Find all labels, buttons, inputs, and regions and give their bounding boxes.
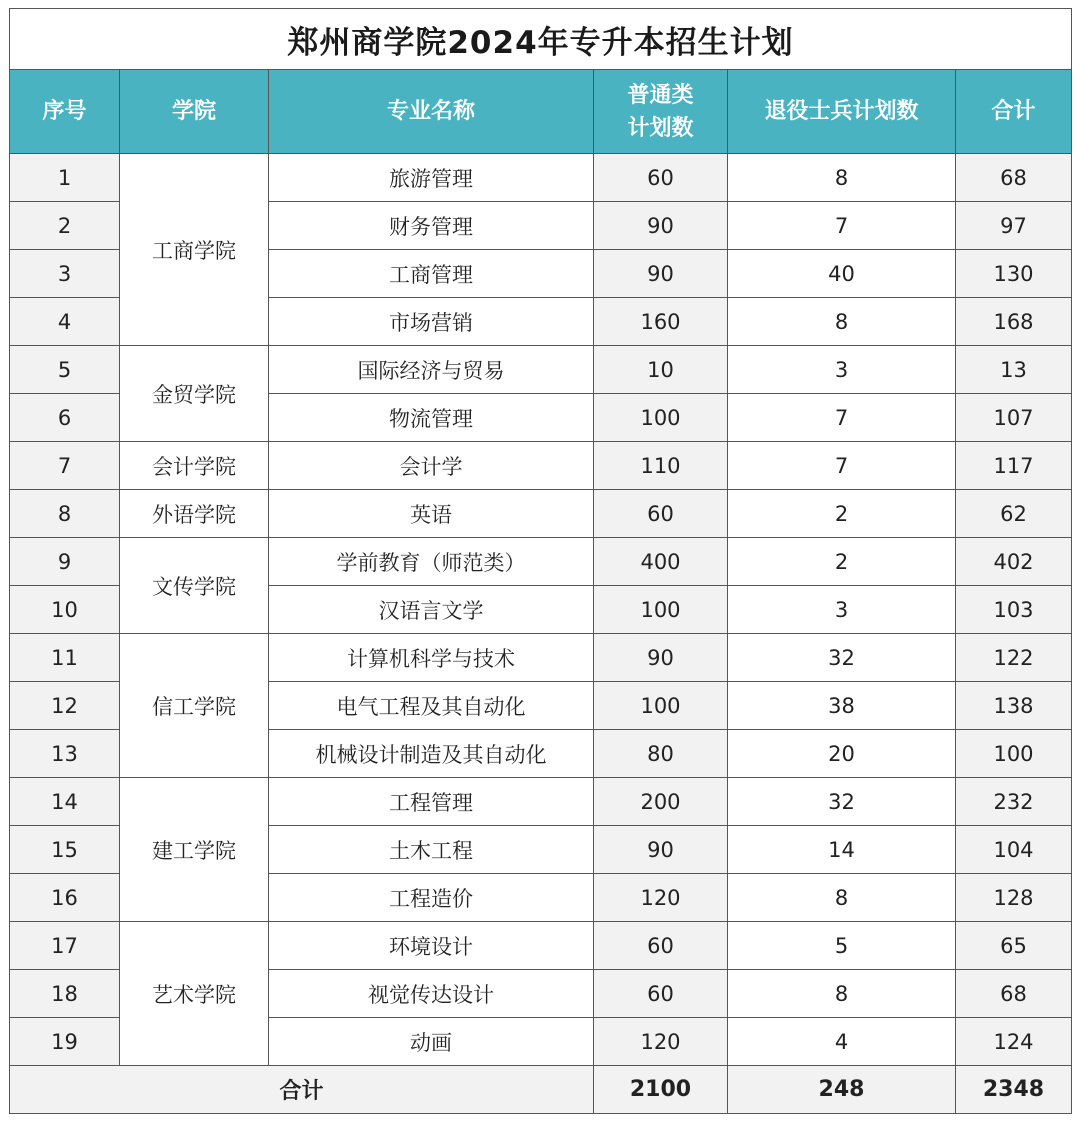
cell-major: 会计学	[269, 442, 594, 490]
cell-seq: 6	[10, 394, 120, 442]
cell-veteran: 32	[728, 634, 956, 682]
cell-veteran: 7	[728, 442, 956, 490]
cell-veteran: 40	[728, 250, 956, 298]
cell-seq: 2	[10, 202, 120, 250]
cell-veteran: 5	[728, 922, 956, 970]
table-body	[10, 154, 1072, 1066]
cell-veteran: 4	[728, 1018, 956, 1066]
cell-veteran: 3	[728, 586, 956, 634]
summary-row	[10, 1066, 1072, 1114]
cell-major: 学前教育（师范类）	[269, 538, 594, 586]
cell-veteran: 20	[728, 730, 956, 778]
cell-seq: 18	[10, 970, 120, 1018]
cell-seq: 17	[10, 922, 120, 970]
cell-regular: 90	[594, 202, 728, 250]
cell-major: 财务管理	[269, 202, 594, 250]
cell-seq: 3	[10, 250, 120, 298]
cell-college: 金贸学院	[120, 346, 269, 442]
table-row	[10, 634, 1072, 682]
cell-veteran: 14	[728, 826, 956, 874]
cell-regular: 90	[594, 634, 728, 682]
cell-veteran: 32	[728, 778, 956, 826]
table-row	[10, 778, 1072, 826]
cell-veteran: 38	[728, 682, 956, 730]
header-seq: 序号	[10, 70, 120, 154]
header-regular	[594, 70, 728, 154]
cell-total: 122	[956, 634, 1072, 682]
cell-total: 65	[956, 922, 1072, 970]
header-regular-line2: 计划数	[627, 115, 694, 141]
cell-regular: 120	[594, 1018, 728, 1066]
table-row	[10, 346, 1072, 394]
cell-veteran: 7	[728, 394, 956, 442]
cell-major: 物流管理	[269, 394, 594, 442]
cell-major: 环境设计	[269, 922, 594, 970]
cell-regular: 80	[594, 730, 728, 778]
cell-major: 工商管理	[269, 250, 594, 298]
cell-seq: 14	[10, 778, 120, 826]
cell-total: 117	[956, 442, 1072, 490]
cell-seq: 7	[10, 442, 120, 490]
cell-seq: 19	[10, 1018, 120, 1066]
cell-total: 402	[956, 538, 1072, 586]
cell-major: 汉语言文学	[269, 586, 594, 634]
cell-college: 会计学院	[120, 442, 269, 490]
summary-regular: 2100	[594, 1066, 728, 1114]
cell-seq: 8	[10, 490, 120, 538]
header-major: 专业名称	[269, 70, 594, 154]
cell-regular: 10	[594, 346, 728, 394]
table-row	[10, 538, 1072, 586]
cell-seq: 4	[10, 298, 120, 346]
cell-seq: 10	[10, 586, 120, 634]
cell-regular: 400	[594, 538, 728, 586]
cell-total: 232	[956, 778, 1072, 826]
cell-total: 103	[956, 586, 1072, 634]
header-veteran: 退役士兵计划数	[728, 70, 956, 154]
cell-major: 市场营销	[269, 298, 594, 346]
cell-veteran: 8	[728, 874, 956, 922]
table-row	[10, 154, 1072, 202]
table-title: 郑州商学院2024年专升本招生计划	[10, 9, 1072, 70]
cell-major: 电气工程及其自动化	[269, 682, 594, 730]
cell-seq: 5	[10, 346, 120, 394]
enrollment-table	[9, 8, 1072, 1114]
cell-regular: 100	[594, 394, 728, 442]
cell-college: 外语学院	[120, 490, 269, 538]
cell-regular: 100	[594, 586, 728, 634]
cell-regular: 200	[594, 778, 728, 826]
cell-total: 168	[956, 298, 1072, 346]
cell-seq: 9	[10, 538, 120, 586]
cell-college: 艺术学院	[120, 922, 269, 1066]
cell-regular: 60	[594, 154, 728, 202]
cell-regular: 120	[594, 874, 728, 922]
table-row	[10, 442, 1072, 490]
table-row	[10, 490, 1072, 538]
cell-regular: 100	[594, 682, 728, 730]
cell-major: 工程造价	[269, 874, 594, 922]
header-regular-line1: 普通类	[627, 82, 694, 108]
cell-seq: 15	[10, 826, 120, 874]
cell-total: 107	[956, 394, 1072, 442]
cell-total: 62	[956, 490, 1072, 538]
cell-major: 动画	[269, 1018, 594, 1066]
cell-seq: 11	[10, 634, 120, 682]
cell-total: 13	[956, 346, 1072, 394]
cell-total: 124	[956, 1018, 1072, 1066]
cell-major: 土木工程	[269, 826, 594, 874]
cell-college: 工商学院	[120, 154, 269, 346]
cell-regular: 60	[594, 922, 728, 970]
cell-total: 104	[956, 826, 1072, 874]
cell-veteran: 8	[728, 154, 956, 202]
table-row	[10, 922, 1072, 970]
cell-regular: 110	[594, 442, 728, 490]
cell-major: 视觉传达设计	[269, 970, 594, 1018]
cell-major: 旅游管理	[269, 154, 594, 202]
cell-regular: 60	[594, 970, 728, 1018]
cell-total: 130	[956, 250, 1072, 298]
cell-regular: 90	[594, 826, 728, 874]
cell-veteran: 8	[728, 970, 956, 1018]
cell-total: 100	[956, 730, 1072, 778]
summary-total: 2348	[956, 1066, 1072, 1114]
cell-regular: 160	[594, 298, 728, 346]
cell-veteran: 2	[728, 490, 956, 538]
cell-seq: 1	[10, 154, 120, 202]
cell-college: 文传学院	[120, 538, 269, 634]
cell-regular: 90	[594, 250, 728, 298]
summary-label: 合计	[10, 1066, 594, 1114]
cell-veteran: 2	[728, 538, 956, 586]
cell-major: 计算机科学与技术	[269, 634, 594, 682]
cell-major: 国际经济与贸易	[269, 346, 594, 394]
cell-regular: 60	[594, 490, 728, 538]
cell-veteran: 3	[728, 346, 956, 394]
cell-veteran: 8	[728, 298, 956, 346]
cell-total: 97	[956, 202, 1072, 250]
enrollment-plan	[9, 8, 1071, 1114]
cell-major: 工程管理	[269, 778, 594, 826]
cell-veteran: 7	[728, 202, 956, 250]
cell-total: 68	[956, 970, 1072, 1018]
cell-seq: 16	[10, 874, 120, 922]
cell-college: 建工学院	[120, 778, 269, 922]
header-total: 合计	[956, 70, 1072, 154]
cell-total: 68	[956, 154, 1072, 202]
summary-veteran: 248	[728, 1066, 956, 1114]
header-college: 学院	[120, 70, 269, 154]
cell-seq: 12	[10, 682, 120, 730]
cell-total: 128	[956, 874, 1072, 922]
cell-major: 机械设计制造及其自动化	[269, 730, 594, 778]
cell-major: 英语	[269, 490, 594, 538]
cell-college: 信工学院	[120, 634, 269, 778]
header-row	[10, 70, 1072, 154]
cell-seq: 13	[10, 730, 120, 778]
cell-total: 138	[956, 682, 1072, 730]
